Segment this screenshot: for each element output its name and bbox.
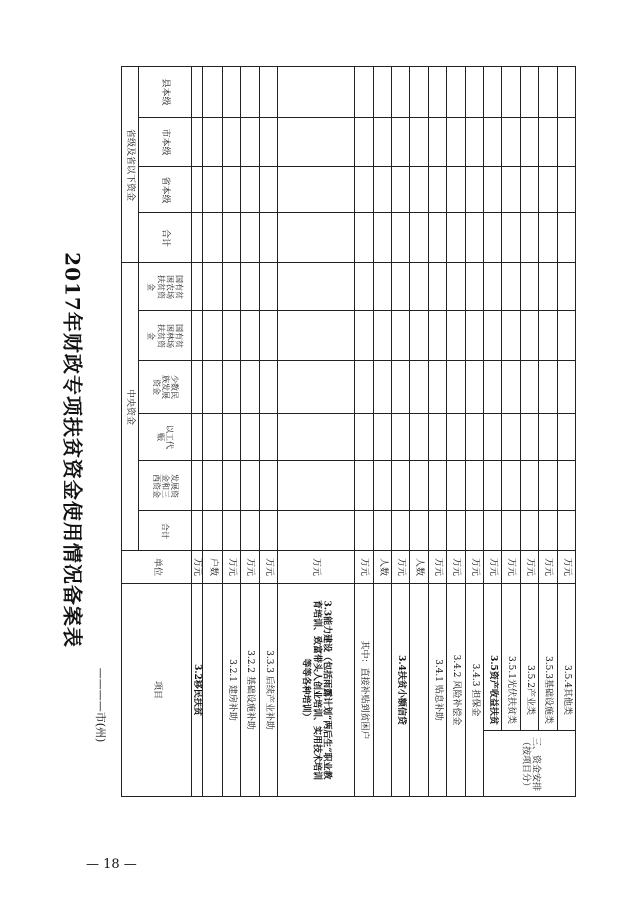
data-cell bbox=[428, 413, 447, 461]
data-cell bbox=[538, 117, 558, 167]
data-cell bbox=[446, 262, 466, 311]
unit-cell-text: 人数 bbox=[377, 557, 388, 577]
unit-cell bbox=[483, 550, 502, 584]
item-cell-text: 3.4扶贫小额信贷 bbox=[395, 655, 406, 725]
unit-cell bbox=[409, 550, 429, 584]
header-central-total bbox=[138, 510, 192, 551]
section-label bbox=[483, 730, 576, 797]
unit-cell-text: 万元 bbox=[245, 557, 256, 577]
data-cell bbox=[465, 262, 484, 311]
data-cell bbox=[354, 262, 374, 311]
data-cell bbox=[465, 360, 484, 414]
header-prov-total-text: 合计 bbox=[160, 228, 171, 247]
unit-cell bbox=[222, 550, 241, 584]
header-item bbox=[121, 583, 192, 797]
data-cell bbox=[259, 212, 278, 263]
data-cell bbox=[277, 510, 355, 551]
data-cell bbox=[277, 212, 355, 263]
data-cell bbox=[222, 360, 241, 414]
data-cell bbox=[428, 360, 447, 414]
header-central-dev-text: 发展资金和三西资金 bbox=[151, 473, 179, 498]
item-cell bbox=[391, 583, 410, 797]
data-cell bbox=[409, 212, 429, 263]
data-cell bbox=[277, 460, 355, 511]
unit-cell-text: 万元 bbox=[192, 557, 203, 577]
data-cell bbox=[259, 66, 278, 118]
data-cell bbox=[483, 510, 502, 551]
data-cell bbox=[428, 460, 447, 511]
header-central-minority-text: 少数民族发展资金 bbox=[151, 375, 179, 399]
data-cell bbox=[240, 510, 260, 551]
item-cell-text: 3.3.3 后续产业补助 bbox=[263, 650, 274, 730]
data-cell bbox=[409, 510, 429, 551]
page-number: — 18 — bbox=[86, 857, 137, 872]
data-cell bbox=[520, 117, 539, 167]
data-cell bbox=[259, 460, 278, 511]
data-cell bbox=[391, 460, 410, 511]
data-cell bbox=[428, 66, 447, 118]
unit-cell-text: 万元 bbox=[506, 557, 517, 577]
data-cell bbox=[501, 510, 521, 551]
data-cell bbox=[222, 66, 241, 118]
unit-cell bbox=[373, 550, 392, 584]
data-cell bbox=[391, 212, 410, 263]
data-cell bbox=[465, 310, 484, 361]
data-cell bbox=[277, 166, 355, 213]
unit-cell-text: 万元 bbox=[469, 557, 480, 577]
item-cell bbox=[446, 583, 466, 797]
data-cell bbox=[222, 262, 241, 311]
data-cell bbox=[557, 460, 576, 511]
data-cell bbox=[501, 166, 521, 213]
item-cell bbox=[277, 583, 355, 797]
data-cell bbox=[373, 460, 392, 511]
data-cell bbox=[483, 117, 502, 167]
data-cell bbox=[409, 360, 429, 414]
data-cell bbox=[373, 310, 392, 361]
header-central-work-relief bbox=[138, 413, 192, 461]
unit-cell-text: 万元 bbox=[226, 557, 237, 577]
header-item-text: 项目 bbox=[151, 680, 162, 700]
data-cell bbox=[373, 212, 392, 263]
data-cell bbox=[259, 510, 278, 551]
header-prov-county bbox=[138, 66, 192, 118]
data-cell bbox=[391, 166, 410, 213]
data-cell bbox=[259, 117, 278, 167]
section-label-text: 三、资金安排（按项目分） bbox=[519, 736, 540, 791]
data-cell bbox=[222, 510, 241, 551]
unit-cell bbox=[277, 550, 355, 584]
header-provincial-funds bbox=[121, 66, 139, 263]
data-cell bbox=[538, 460, 558, 511]
header-unit bbox=[121, 550, 192, 584]
data-cell bbox=[557, 510, 576, 551]
data-cell bbox=[483, 262, 502, 311]
data-cell bbox=[277, 360, 355, 414]
data-cell bbox=[202, 310, 223, 361]
header-prov-total bbox=[138, 212, 192, 263]
item-cell bbox=[465, 583, 484, 797]
data-cell bbox=[501, 117, 521, 167]
item-cell-text: 3.5.2产业类 bbox=[524, 665, 535, 715]
unit-cell-text: 万元 bbox=[311, 557, 322, 577]
data-cell bbox=[259, 166, 278, 213]
data-cell bbox=[202, 510, 223, 551]
data-cell bbox=[557, 262, 576, 311]
unit-cell-text: 万元 bbox=[432, 557, 443, 577]
header-central-total-text: 合计 bbox=[160, 522, 170, 539]
header-central-funds bbox=[121, 262, 139, 551]
data-cell bbox=[277, 117, 355, 167]
data-cell bbox=[446, 413, 466, 461]
data-cell bbox=[409, 66, 429, 118]
data-cell bbox=[240, 66, 260, 118]
data-cell bbox=[391, 262, 410, 311]
document-title: 2017年财政专项扶贫资金使用情况备案表 bbox=[60, 252, 85, 648]
item-cell-text: 3.2.1 建房补助 bbox=[226, 659, 237, 721]
unit-cell bbox=[557, 550, 576, 584]
unit-cell bbox=[259, 550, 278, 584]
data-cell bbox=[520, 262, 539, 311]
data-cell bbox=[501, 413, 521, 461]
header-central-farm bbox=[138, 262, 192, 311]
item-cell-text: 3.5.3基础设施类 bbox=[543, 656, 554, 724]
data-cell bbox=[557, 117, 576, 167]
item-cell-text: 3.5.1光伏扶贫类 bbox=[506, 656, 517, 724]
data-cell bbox=[354, 413, 374, 461]
item-cell-text: 3.4.2 风险补偿金 bbox=[451, 654, 462, 726]
data-cell bbox=[501, 360, 521, 414]
unit-cell bbox=[240, 550, 260, 584]
data-cell bbox=[259, 413, 278, 461]
data-cell bbox=[202, 460, 223, 511]
record-table bbox=[121, 66, 575, 796]
unit-cell-text: 户数 bbox=[207, 557, 218, 577]
data-cell bbox=[501, 460, 521, 511]
data-cell bbox=[354, 212, 374, 263]
data-cell bbox=[446, 360, 466, 414]
data-cell bbox=[259, 310, 278, 361]
header-provincial-funds-text: 省级及省以下资金 bbox=[125, 128, 136, 201]
item-cell bbox=[373, 583, 392, 797]
data-cell bbox=[259, 262, 278, 311]
data-cell bbox=[409, 460, 429, 511]
header-central-minority bbox=[138, 360, 192, 414]
data-cell bbox=[354, 310, 374, 361]
data-cell bbox=[391, 413, 410, 461]
data-cell bbox=[222, 460, 241, 511]
data-cell bbox=[501, 310, 521, 361]
unit-cell bbox=[446, 550, 466, 584]
data-cell bbox=[520, 310, 539, 361]
item-cell bbox=[428, 583, 447, 797]
data-cell bbox=[391, 310, 410, 361]
item-cell bbox=[240, 583, 260, 797]
data-cell bbox=[240, 166, 260, 213]
data-cell bbox=[557, 360, 576, 414]
data-cell bbox=[446, 310, 466, 361]
data-cell bbox=[240, 413, 260, 461]
data-cell bbox=[557, 166, 576, 213]
data-cell bbox=[465, 66, 484, 118]
item-cell bbox=[259, 583, 278, 797]
header-prov-city bbox=[138, 117, 192, 167]
data-cell bbox=[538, 212, 558, 263]
data-cell bbox=[409, 166, 429, 213]
data-cell bbox=[202, 117, 223, 167]
data-cell bbox=[222, 166, 241, 213]
item-cell-text: 3.2移民扶贫 bbox=[192, 664, 203, 716]
data-cell bbox=[501, 66, 521, 118]
title-container bbox=[60, 252, 86, 648]
data-cell bbox=[202, 166, 223, 213]
data-cell bbox=[557, 212, 576, 263]
data-cell bbox=[240, 310, 260, 361]
data-cell bbox=[483, 460, 502, 511]
header-central-funds-text: 中央资金 bbox=[125, 388, 136, 425]
data-cell bbox=[520, 510, 539, 551]
data-cell bbox=[483, 166, 502, 213]
data-cell bbox=[428, 117, 447, 167]
data-cell bbox=[520, 66, 539, 118]
data-cell bbox=[373, 66, 392, 118]
header-prov-county-text: 县本级 bbox=[160, 78, 171, 106]
unit-cell bbox=[538, 550, 558, 584]
data-cell bbox=[240, 212, 260, 263]
data-cell bbox=[538, 413, 558, 461]
item-cell-text: 其中：直接补贴到贫困户 bbox=[359, 640, 370, 740]
data-cell bbox=[202, 360, 223, 414]
data-cell bbox=[354, 460, 374, 511]
item-cell bbox=[202, 583, 223, 797]
data-cell bbox=[277, 413, 355, 461]
data-cell bbox=[520, 460, 539, 511]
header-central-forest-text: 国有贫困林场扶贫资金 bbox=[146, 323, 184, 348]
data-cell bbox=[391, 66, 410, 118]
data-cell bbox=[373, 166, 392, 213]
data-cell bbox=[240, 360, 260, 414]
data-cell bbox=[354, 360, 374, 414]
data-cell bbox=[446, 117, 466, 167]
header-prov-province-text: 省本级 bbox=[160, 175, 171, 204]
data-cell bbox=[520, 360, 539, 414]
header-central-dev bbox=[138, 460, 192, 511]
data-cell bbox=[483, 212, 502, 263]
data-cell bbox=[428, 310, 447, 361]
data-cell bbox=[520, 212, 539, 263]
data-cell bbox=[428, 212, 447, 263]
data-cell bbox=[277, 262, 355, 311]
unit-cell bbox=[465, 550, 484, 584]
data-cell bbox=[428, 262, 447, 311]
data-cell bbox=[222, 413, 241, 461]
data-cell bbox=[538, 166, 558, 213]
unit-cell-text: 万元 bbox=[524, 557, 535, 577]
data-cell bbox=[483, 360, 502, 414]
header-central-farm-text: 国有贫困农场扶贫资金 bbox=[146, 274, 184, 299]
item-cell bbox=[222, 583, 241, 797]
unit-cell-text: 万元 bbox=[263, 557, 274, 577]
data-cell bbox=[446, 510, 466, 551]
data-cell bbox=[538, 66, 558, 118]
data-cell bbox=[446, 212, 466, 263]
data-cell bbox=[465, 212, 484, 263]
header-prov-city-text: 市本级 bbox=[160, 128, 171, 156]
header-central-forest bbox=[138, 310, 192, 361]
data-cell bbox=[409, 310, 429, 361]
data-cell bbox=[520, 166, 539, 213]
item-cell-text: 3.5.4其他类 bbox=[561, 665, 572, 715]
data-cell bbox=[483, 66, 502, 118]
data-cell bbox=[446, 460, 466, 511]
unit-cell-text: 万元 bbox=[451, 557, 462, 577]
unit-cell-text: 万元 bbox=[395, 557, 406, 577]
data-cell bbox=[501, 212, 521, 263]
data-cell bbox=[240, 262, 260, 311]
data-cell bbox=[409, 117, 429, 167]
data-cell bbox=[520, 413, 539, 461]
city-label-container bbox=[92, 640, 110, 770]
unit-cell bbox=[202, 550, 223, 584]
unit-cell-text: 万元 bbox=[359, 557, 370, 577]
data-cell bbox=[222, 117, 241, 167]
data-cell bbox=[428, 166, 447, 213]
unit-cell bbox=[501, 550, 521, 584]
data-cell bbox=[202, 262, 223, 311]
header-prov-province bbox=[138, 166, 192, 213]
header-central-work-relief-text: 以工代赈 bbox=[156, 425, 175, 449]
data-cell bbox=[501, 262, 521, 311]
unit-cell-text: 万元 bbox=[487, 557, 498, 577]
data-cell bbox=[259, 360, 278, 414]
data-cell bbox=[428, 510, 447, 551]
data-cell bbox=[538, 310, 558, 361]
data-cell bbox=[354, 117, 374, 167]
city-label: ————市(州) bbox=[94, 667, 107, 743]
data-cell bbox=[465, 166, 484, 213]
data-cell bbox=[354, 166, 374, 213]
data-cell bbox=[202, 66, 223, 118]
unit-cell bbox=[428, 550, 447, 584]
data-cell bbox=[373, 413, 392, 461]
item-cell-text: 3.2.2 基础设施补助 bbox=[245, 650, 256, 730]
data-cell bbox=[202, 413, 223, 461]
data-cell bbox=[373, 510, 392, 551]
data-cell bbox=[465, 510, 484, 551]
data-cell bbox=[373, 117, 392, 167]
data-cell bbox=[483, 310, 502, 361]
data-cell bbox=[277, 66, 355, 118]
data-cell bbox=[483, 413, 502, 461]
data-cell bbox=[465, 460, 484, 511]
item-cell bbox=[409, 583, 429, 797]
unit-cell bbox=[520, 550, 539, 584]
data-cell bbox=[446, 166, 466, 213]
data-cell bbox=[222, 212, 241, 263]
data-cell bbox=[446, 66, 466, 118]
item-cell-text: 3.5资产收益扶贫 bbox=[487, 655, 498, 725]
data-cell bbox=[391, 510, 410, 551]
data-cell bbox=[373, 360, 392, 414]
data-cell bbox=[465, 413, 484, 461]
unit-cell-text: 人数 bbox=[414, 557, 425, 577]
data-cell bbox=[354, 510, 374, 551]
item-cell-text: 3.3能力建设（包括雨露计划“两后生”职业教育培训、致富带头人创业培训、实用技术培训等等各种培训） bbox=[300, 600, 332, 781]
unit-cell-text: 万元 bbox=[561, 557, 572, 577]
data-cell bbox=[538, 360, 558, 414]
header-unit-text: 单位 bbox=[151, 557, 162, 577]
data-cell bbox=[222, 310, 241, 361]
data-cell bbox=[557, 310, 576, 361]
data-cell bbox=[202, 212, 223, 263]
data-cell bbox=[409, 262, 429, 311]
item-cell-text: 3.4.3 担保金 bbox=[469, 663, 480, 717]
data-cell bbox=[373, 262, 392, 311]
data-cell bbox=[557, 413, 576, 461]
data-cell bbox=[557, 66, 576, 118]
data-cell bbox=[409, 413, 429, 461]
data-cell bbox=[538, 262, 558, 311]
data-cell bbox=[240, 117, 260, 167]
data-cell bbox=[277, 310, 355, 361]
item-cell-text: 3.4.1 贴息补助 bbox=[432, 659, 443, 721]
data-cell bbox=[538, 510, 558, 551]
data-cell bbox=[391, 117, 410, 167]
item-cell bbox=[354, 583, 374, 797]
data-cell bbox=[465, 117, 484, 167]
data-cell bbox=[240, 460, 260, 511]
data-cell bbox=[391, 360, 410, 414]
unit-cell bbox=[354, 550, 374, 584]
unit-cell bbox=[391, 550, 410, 584]
data-cell bbox=[354, 66, 374, 118]
unit-cell-text: 万元 bbox=[543, 557, 554, 577]
